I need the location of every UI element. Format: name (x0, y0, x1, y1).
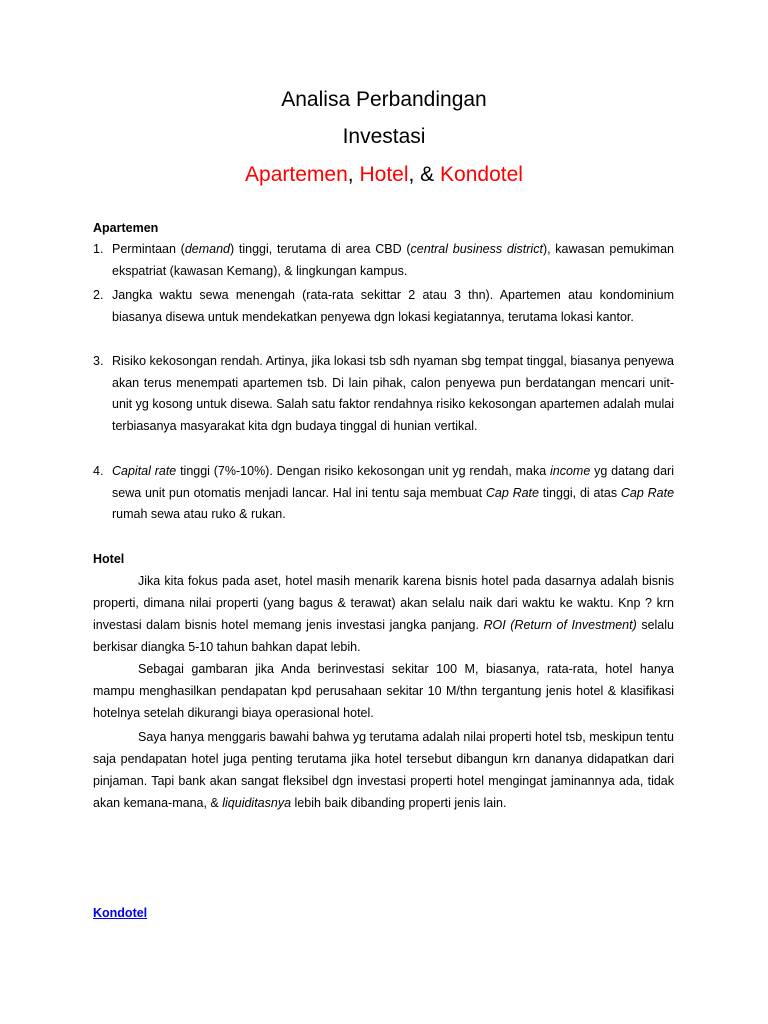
hotel-paragraph-2: Sebagai gambaran jika Anda berinvestasi sekitar 100 M, biasanya, rata-rata, hotel hanya mampu menghasilkan pendapatan kpd perusahaan sekitar 10 M/thn tergantung jenis hotel & klasifikasi hotelnya setelah dikurangi biaya operasional hotel. (93, 662, 674, 720)
list-number: 2. (93, 288, 104, 302)
text-run: lebih baik dibanding properti jenis lain. (291, 796, 507, 810)
section-heading-apartemen: Apartemen (93, 221, 159, 235)
text-run: tinggi (7%-10%). Dengan risiko kekosongan unit yg rendah, maka (176, 464, 550, 478)
text-run: Permintaan ( (112, 242, 185, 256)
hotel-paragraph-3 (93, 726, 674, 814)
italic-term: income (549, 464, 591, 478)
italic-term: central business district (410, 242, 543, 256)
title-line-3 (0, 161, 768, 189)
text-run: yg datang dari sewa unit pun otomatis menjadi lancar. Hal ini tentu saja membuat (112, 464, 674, 500)
italic-term: Cap Rate (620, 485, 675, 500)
text-run: selalu berkisar diangka 5-10 tahun bahkan dapat lebih. (93, 618, 674, 654)
list-number: 3. (93, 354, 104, 368)
hotel-paragraph-1 (93, 570, 674, 658)
title-amp: , & (408, 163, 435, 186)
list-item (93, 239, 674, 282)
title-kondotel: Kondotel (440, 163, 523, 186)
title-apartemen: Apartemen (245, 163, 348, 186)
italic-term: ROI (Return of Investment) (483, 618, 637, 632)
list-number: 4. (93, 464, 104, 478)
italic-term: liquiditasnya (222, 796, 292, 810)
text-run: tinggi, di atas (539, 485, 621, 500)
title-line-1: Analisa Perbandingan (281, 88, 487, 111)
list-item (93, 285, 674, 328)
list-item-text: Risiko kekosongan rendah. Artinya, jika lokasi tsb sdh nyaman sbg tempat tinggal, biasanya penyewa akan terus menempati apartemen tsb. Di lain pihak, calon penyewa pun berdatangan mencari unit-unit yg kosong untuk disewa. Salah satu faktor rendahnya risiko kekosongan apartemen adalah mulai terbiasanya masyarakat kita dgn budaya tinggal di hunian vertikal. (112, 354, 674, 434)
title-comma: , (347, 163, 354, 186)
kondotel-link[interactable]: Kondotel (93, 906, 148, 920)
list-number: 1. (93, 242, 104, 256)
text-run: Saya hanya menggaris bawahi bahwa yg terutama adalah nilai properti hotel tsb, meskipun tentu saja pendapatan hotel juga penting terutama jika hotel tersebut dibangun krn dananya didapatkan dari pinjaman. Tapi bank akan sangat fleksibel dgn investasi properti hotel mengingat jaminannya ada, tidak akan kemana-mana, & (93, 730, 674, 810)
title-line-2: Investasi (342, 125, 426, 148)
text-run: rumah sewa atau ruko & rukan. (112, 507, 286, 522)
list-item-text (112, 461, 674, 526)
text-run: ), kawasan pemukiman ekspatriat (kawasan Kemang), & lingkungan kampus. (112, 242, 674, 278)
italic-term: Capital rate (112, 464, 177, 478)
text-run: ) tinggi, terutama di area CBD ( (230, 242, 411, 256)
italic-term: Cap Rate (485, 485, 539, 500)
italic-term: demand (184, 242, 230, 256)
text-run: Jika kita fokus pada aset, hotel masih menarik karena bisnis hotel pada dasarnya adalah bisnis properti, dimana nilai properti (yang bagus & terawat) akan selalu naik dari waktu ke waktu. Knp ? krn investasi dalam bisnis hotel memang jenis investasi jangka panjang. (93, 574, 674, 632)
title-hotel: Hotel (359, 163, 409, 186)
list-item (93, 461, 674, 526)
section-heading-hotel: Hotel (93, 552, 125, 566)
list-item-text (112, 239, 674, 282)
list-item-text: Jangka waktu sewa menengah (rata-rata sekittar 2 atau 3 thn). Apartemen atau kondominium biasanya disewa untuk mendekatkan penyewa dgn lokasi kegiatannya, terutama lokasi kantor. (112, 288, 674, 324)
list-item (93, 351, 674, 438)
